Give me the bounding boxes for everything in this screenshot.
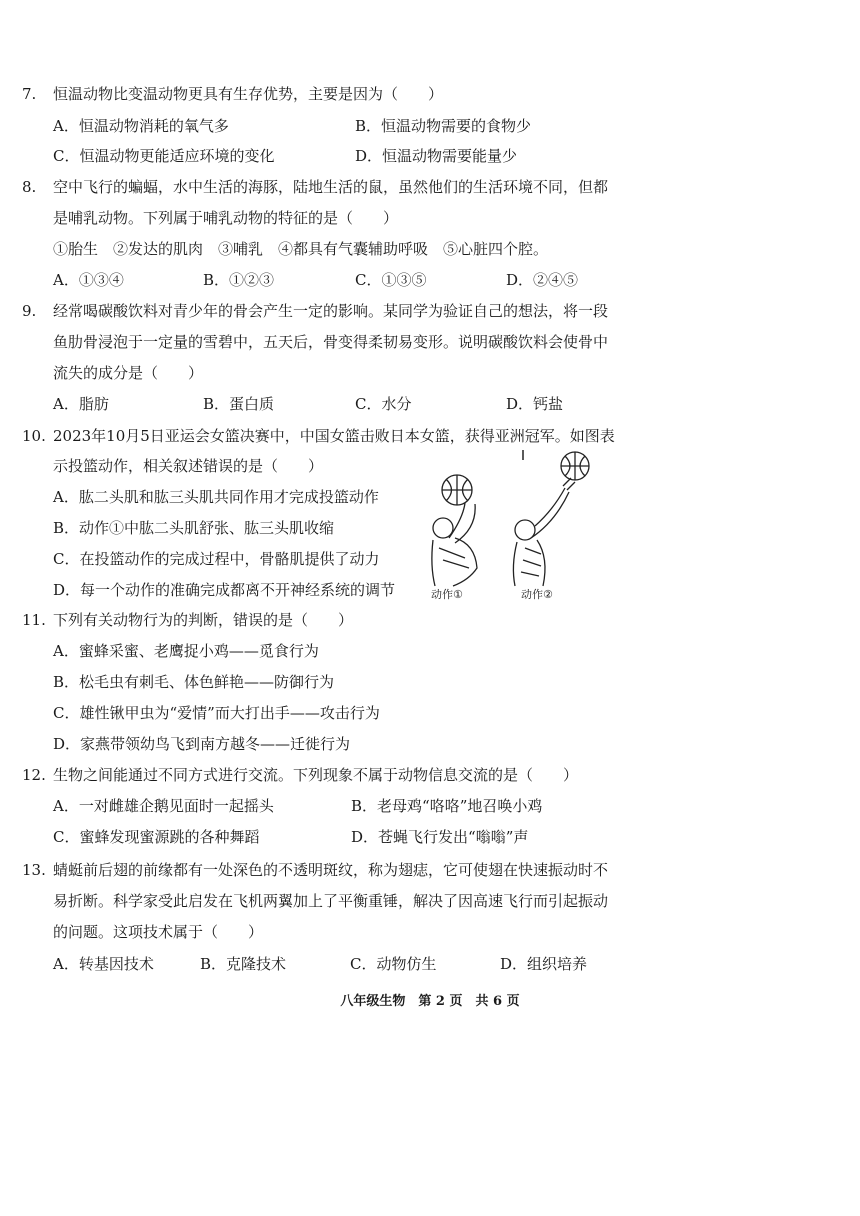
question-8-option-b: B．①②③ (203, 271, 275, 289)
question-11-option-a: A．蜜蜂采蜜、老鹰捉小鸡——觅食行为 (53, 642, 319, 660)
question-9-stem-line3: 流失的成分是（ ） (53, 364, 204, 382)
question-9-option-d: D．钙盐 (506, 395, 564, 413)
player-1-head (433, 518, 453, 538)
question-12-option-d: D．苍蝇飞行发出“嗡嗡”声 (351, 828, 529, 846)
question-10-option-b: B．动作①中肱二头肌舒张、肱三头肌收缩 (53, 519, 335, 537)
question-9-option-c: C．水分 (355, 395, 412, 413)
question-9-option-b: B．蛋白质 (203, 395, 275, 413)
question-8-option-c: C．①③⑤ (355, 271, 427, 289)
question-9-option-a: A．脂肪 (53, 395, 109, 413)
question-10-number: 10. (22, 427, 46, 445)
question-12-option-a: A．一对雌雄企鹅见面时一起摇头 (53, 797, 274, 815)
question-8-option-d: D．②④⑤ (506, 271, 579, 289)
figure-caption-action-2: 动作② (521, 588, 553, 601)
question-8-number: 8. (22, 178, 37, 196)
question-7-option-d: D．恒温动物需要能量少 (355, 147, 518, 165)
question-12-option-b: B．老母鸡“咯咯”地召唤小鸡 (351, 797, 543, 815)
question-7-option-c: C．恒温动物更能适应环境的变化 (53, 147, 275, 165)
question-13-option-c: C．动物仿生 (350, 955, 437, 973)
question-11-stem: 下列有关动物行为的判断，错误的是（ ） (53, 611, 354, 629)
basketball-shooting-figure (425, 448, 615, 606)
question-13-number: 13. (22, 861, 46, 879)
question-10-stem-line1: 2023年10月5日亚运会女篮决赛中，中国女篮击败日本女篮，获得亚洲冠军。如图表 (53, 427, 615, 445)
question-11-option-b: B．松毛虫有刺毛、体色鲜艳——防御行为 (53, 673, 335, 691)
question-12-number: 12. (22, 766, 46, 784)
question-9-stem-line1: 经常喝碳酸饮料对青少年的骨会产生一定的影响。某同学为验证自己的想法，将一段 (53, 302, 609, 320)
question-13-option-d: D．组织培养 (500, 955, 588, 973)
question-12-stem: 生物之间能通过不同方式进行交流。下列现象不属于动物信息交流的是（ ） (53, 766, 579, 784)
question-10-option-a: A．肱二头肌和肱三头肌共同作用才完成投篮动作 (53, 488, 379, 506)
page-footer: 八年级生物 第 2 页 共 6 页 (340, 994, 520, 1009)
figure-caption-action-1: 动作① (431, 588, 463, 601)
question-9-number: 9. (22, 302, 37, 320)
question-12-option-c: C．蜜蜂发现蜜源跳的各种舞蹈 (53, 828, 260, 846)
question-7-stem: 恒温动物比变温动物更具有生存优势，主要是因为（ ） (53, 85, 444, 103)
question-13-option-b: B．克隆技术 (200, 955, 287, 973)
question-8-stem-line3: ①胎生 ②发达的肌肉 ③哺乳 ④都具有气囊辅助呼吸 ⑤心脏四个腔。 (53, 240, 549, 258)
question-10-option-c: C．在投篮动作的完成过程中，骨骼肌提供了动力 (53, 550, 380, 568)
shooting-illustration (425, 448, 615, 588)
question-13-stem-line3: 的问题。这项技术属于（ ） (53, 923, 264, 941)
question-13-option-a: A．转基因技术 (53, 955, 154, 973)
question-10-stem-line2: 示投篮动作，相关叙述错误的是（ ） (53, 457, 324, 475)
question-8-stem-line2: 是哺乳动物。下列属于哺乳动物的特征的是（ ） (53, 209, 399, 227)
question-7-number: 7. (22, 85, 37, 103)
question-11-option-d: D．家燕带领幼鸟飞到南方越冬——迁徙行为 (53, 735, 351, 753)
question-11-option-c: C．雄性锹甲虫为“爱情”而大打出手——攻击行为 (53, 704, 380, 722)
question-8-option-a: A．①③④ (53, 271, 124, 289)
question-13-stem-line1: 蜻蜓前后翅的前缘都有一处深色的不透明斑纹，称为翅痣，它可使翅在快速振动时不 (53, 861, 609, 879)
question-11-number: 11. (22, 611, 46, 629)
question-10-option-d: D．每一个动作的准确完成都离不开神经系统的调节 (53, 581, 396, 599)
question-7-option-a: A．恒温动物消耗的氧气多 (53, 117, 229, 135)
question-8-stem-line1: 空中飞行的蝙蝠，水中生活的海豚，陆地生活的鼠，虽然他们的生活环境不同，但都 (53, 178, 609, 196)
question-9-stem-line2: 鱼肋骨浸泡于一定量的雪碧中，五天后，骨变得柔韧易变形。说明碳酸饮料会使骨中 (53, 333, 609, 351)
question-13-stem-line2: 易折断。科学家受此启发在飞机两翼加上了平衡重锤，解决了因高速飞行而引起振动 (53, 892, 609, 910)
question-7-option-b: B．恒温动物需要的食物少 (355, 117, 532, 135)
